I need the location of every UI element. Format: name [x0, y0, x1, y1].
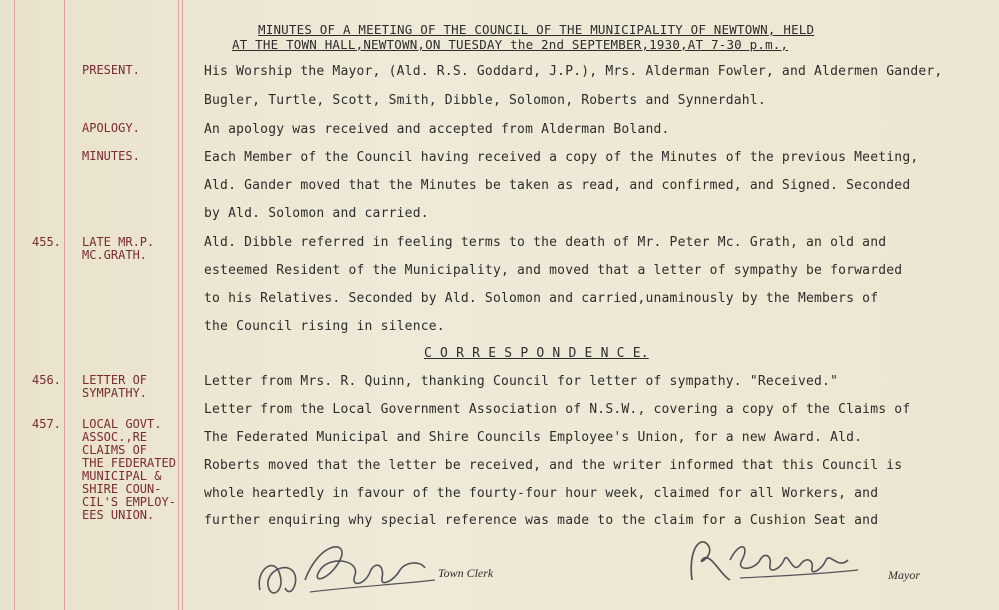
late-line-2: esteemed Resident of the Municipality, and moved that a letter of sympathy be forwarded — [204, 263, 903, 278]
present-line-2: Bugler, Turtle, Scott, Smith, Dibble, Solomon, Roberts and Synnerdahl. — [204, 93, 766, 108]
margin-local-govt-assoc: LOCAL GOVT. ASSOC.,RE CLAIMS OF THE FEDERATED MUNICIPAL & SHIRE COUN- CIL'S EMPLOY- EES UNION. — [82, 417, 176, 522]
margin-rule — [14, 0, 15, 610]
local-line-2: The Federated Municipal and Shire Councils Employee's Union, for a new Award. Ald. — [204, 430, 863, 445]
late-line-3: to his Relatives. Seconded by Ald. Solomon and carried,unaminously by the Members of — [204, 291, 879, 306]
local-line-4: whole heartedly in favour of the fourty-four hour week, claimed for all Workers, and — [204, 486, 879, 501]
correspondence-heading: C O R R E S P O N D E N C E. — [424, 346, 649, 361]
margin-apology: APOLOGY. — [82, 121, 140, 135]
present-line-1: His Worship the Mayor, (Ald. R.S. Goddard, J.P.), Mrs. Alderman Fowler, and Aldermen Gander, — [204, 64, 943, 79]
margin-rule — [64, 0, 65, 610]
local-line-3: Roberts moved that the letter be received, and the writer informed that this Council is — [204, 458, 903, 473]
mayor-label: Mayor — [888, 568, 920, 582]
local-line-1: Letter from the Local Government Association of N.S.W., covering a copy of the Claims of — [204, 402, 911, 417]
minutes-line-1: Each Member of the Council having received a copy of the Minutes of the previous Meeting, — [204, 150, 919, 165]
minutes-line-2: Ald. Gander moved that the Minutes be taken as read, and confirmed, and Signed. Seconded — [204, 178, 911, 193]
title-line-1: MINUTES OF A MEETING OF THE COUNCIL OF THE MUNICIPALITY OF NEWTOWN, HELD — [258, 22, 815, 37]
margin-present: PRESENT. — [82, 63, 140, 77]
margin-rule — [178, 0, 179, 610]
late-line-1: Ald. Dibble referred in feeling terms to the death of Mr. Peter Mc. Grath, an old and — [204, 235, 887, 250]
margin-item-number: 455. — [32, 235, 61, 249]
town-clerk-signature — [250, 530, 450, 605]
margin-minutes: MINUTES. — [82, 149, 140, 163]
margin-rule — [182, 0, 183, 610]
local-line-5: further enquiring why special reference was made to the claim for a Cushion Seat and — [204, 513, 879, 528]
mayor-signature — [680, 530, 870, 590]
margin-item-number: 456. — [32, 373, 61, 387]
letter-line-1: Letter from Mrs. R. Quinn, thanking Council for letter of sympathy. "Received." — [204, 374, 839, 389]
minutes-line-3: by Ald. Solomon and carried. — [204, 206, 429, 221]
margin-letter-of-sympathy: LETTER OF SYMPATHY. — [82, 373, 148, 400]
town-clerk-label: Town Clerk — [438, 566, 494, 580]
title-line-2: AT THE TOWN HALL,NEWTOWN,ON TUESDAY the 2nd SEPTEMBER,1930,AT 7-30 p.m., — [232, 37, 789, 52]
late-line-4: the Council rising in silence. — [204, 319, 445, 334]
apology-text: An apology was received and accepted from Alderman Boland. — [204, 122, 670, 137]
margin-item-number: 457. — [32, 417, 61, 431]
margin-late-mr-mcgrath: LATE MR.P. MC.GRATH. — [82, 235, 155, 262]
